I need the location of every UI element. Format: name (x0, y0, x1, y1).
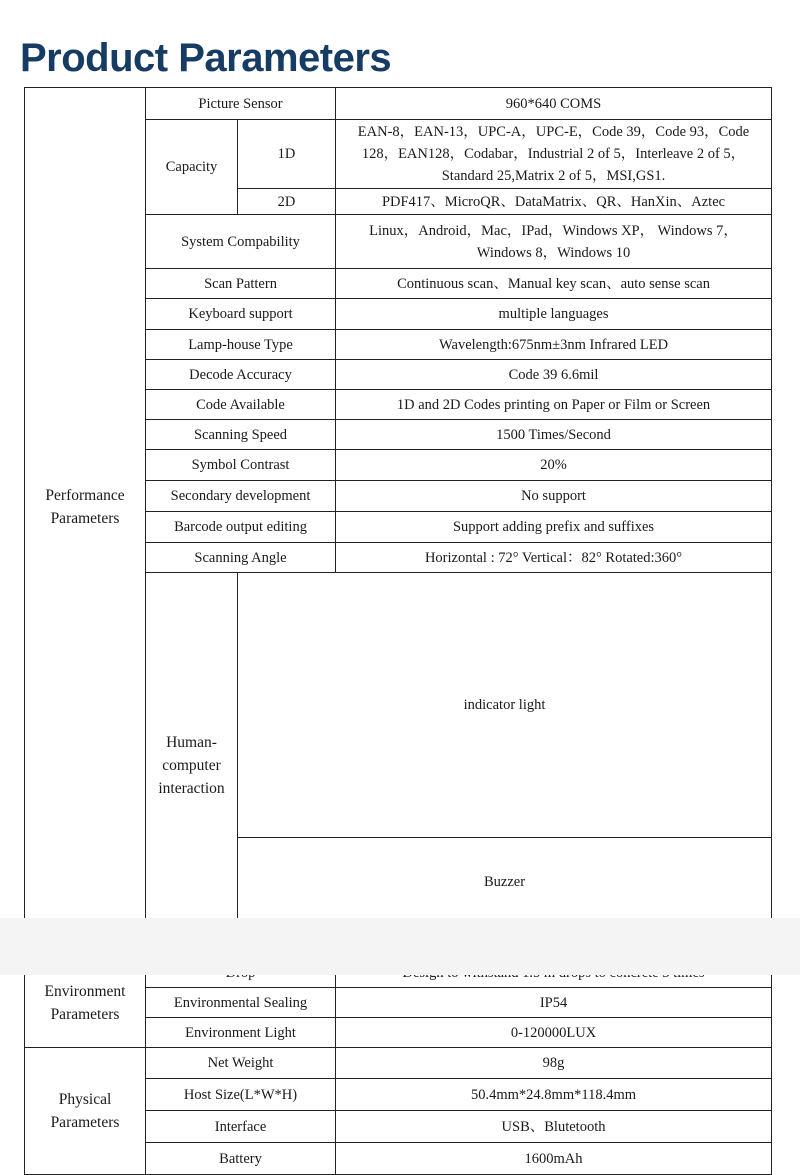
param-value: Horizontal : 72° Vertical：82° Rotated:360° (336, 543, 772, 573)
param-value: 0-120000LUX (336, 1018, 772, 1048)
param-label: Net Weight (146, 1048, 336, 1079)
param-value: multiple languages (336, 299, 772, 330)
param-label: Scanning Speed (146, 420, 336, 450)
param-sublabel: 2D (238, 189, 336, 215)
param-label: Environment Light (146, 1018, 336, 1048)
param-label: Buzzer (238, 838, 772, 927)
param-value: Wavelength:675nm±3nm Infrared LED (336, 330, 772, 360)
param-value: 20% (336, 450, 772, 481)
param-value: 98g (336, 1048, 772, 1079)
param-value: IP54 (336, 988, 772, 1018)
group-physical-parameters: Physical Parameters (25, 1048, 146, 1175)
param-value: 50.4mm*24.8mm*118.4mm (336, 1079, 772, 1111)
param-value: Continuous scan、Manual key scan、auto sense scan (336, 269, 772, 299)
page-title: Product Parameters (20, 36, 392, 80)
param-label: Battery (146, 1143, 336, 1175)
param-value: Code 39 6.6mil (336, 360, 772, 390)
param-label: Symbol Contrast (146, 450, 336, 481)
param-label: Environmental Sealing (146, 988, 336, 1018)
param-value: 1500 Times/Second (336, 420, 772, 450)
param-value: USB、Blutetooth (336, 1111, 772, 1143)
param-label: Keyboard support (146, 299, 336, 330)
param-value: EAN-8，EAN-13，UPC-A，UPC-E，Code 39，Code 93，Code 128，EAN128，Codabar，Industrial 2 of 5，Interleave 2 of 5，Standard 25,Matrix 2 of 5，MSI,GS1. (336, 120, 772, 189)
product-parameters-table (24, 87, 772, 1175)
table-row (25, 88, 772, 120)
param-label: Code Available (146, 390, 336, 420)
param-value: 960*640 COMS (336, 88, 772, 120)
param-sublabel: 1D (238, 120, 336, 189)
param-value: Support adding prefix and suffixes (336, 512, 772, 543)
param-label: Interface (146, 1111, 336, 1143)
param-label: Decode Accuracy (146, 360, 336, 390)
param-label: System Compability (146, 215, 336, 269)
group-performance-parameters: Performance Parameters (25, 88, 146, 927)
param-value: 1D and 2D Codes printing on Paper or Film or Screen (336, 390, 772, 420)
table-row (25, 1048, 772, 1079)
param-value: 1600mAh (336, 1143, 772, 1175)
group-environment-parameters: Environment Parameters (25, 958, 146, 1048)
param-label: Barcode output editing (146, 512, 336, 543)
group-human-computer-interaction: Human-computer interaction (146, 573, 238, 958)
param-label: Scanning Angle (146, 543, 336, 573)
param-label: indicator light (238, 573, 772, 838)
param-label: Scan Pattern (146, 269, 336, 299)
param-value: Linux，Android，Mac，IPad，Windows XP， Windows 7，Windows 8，Windows 10 (336, 215, 772, 269)
param-value: PDF417、MicroQR、DataMatrix、QR、HanXin、Aztec (336, 189, 772, 215)
param-label: Capacity (146, 120, 238, 215)
param-value: No support (336, 481, 772, 512)
param-label: Picture Sensor (146, 88, 336, 120)
param-label: Secondary development (146, 481, 336, 512)
param-label: Lamp-house Type (146, 330, 336, 360)
footer-band (0, 918, 800, 975)
param-label: Host Size(L*W*H) (146, 1079, 336, 1111)
